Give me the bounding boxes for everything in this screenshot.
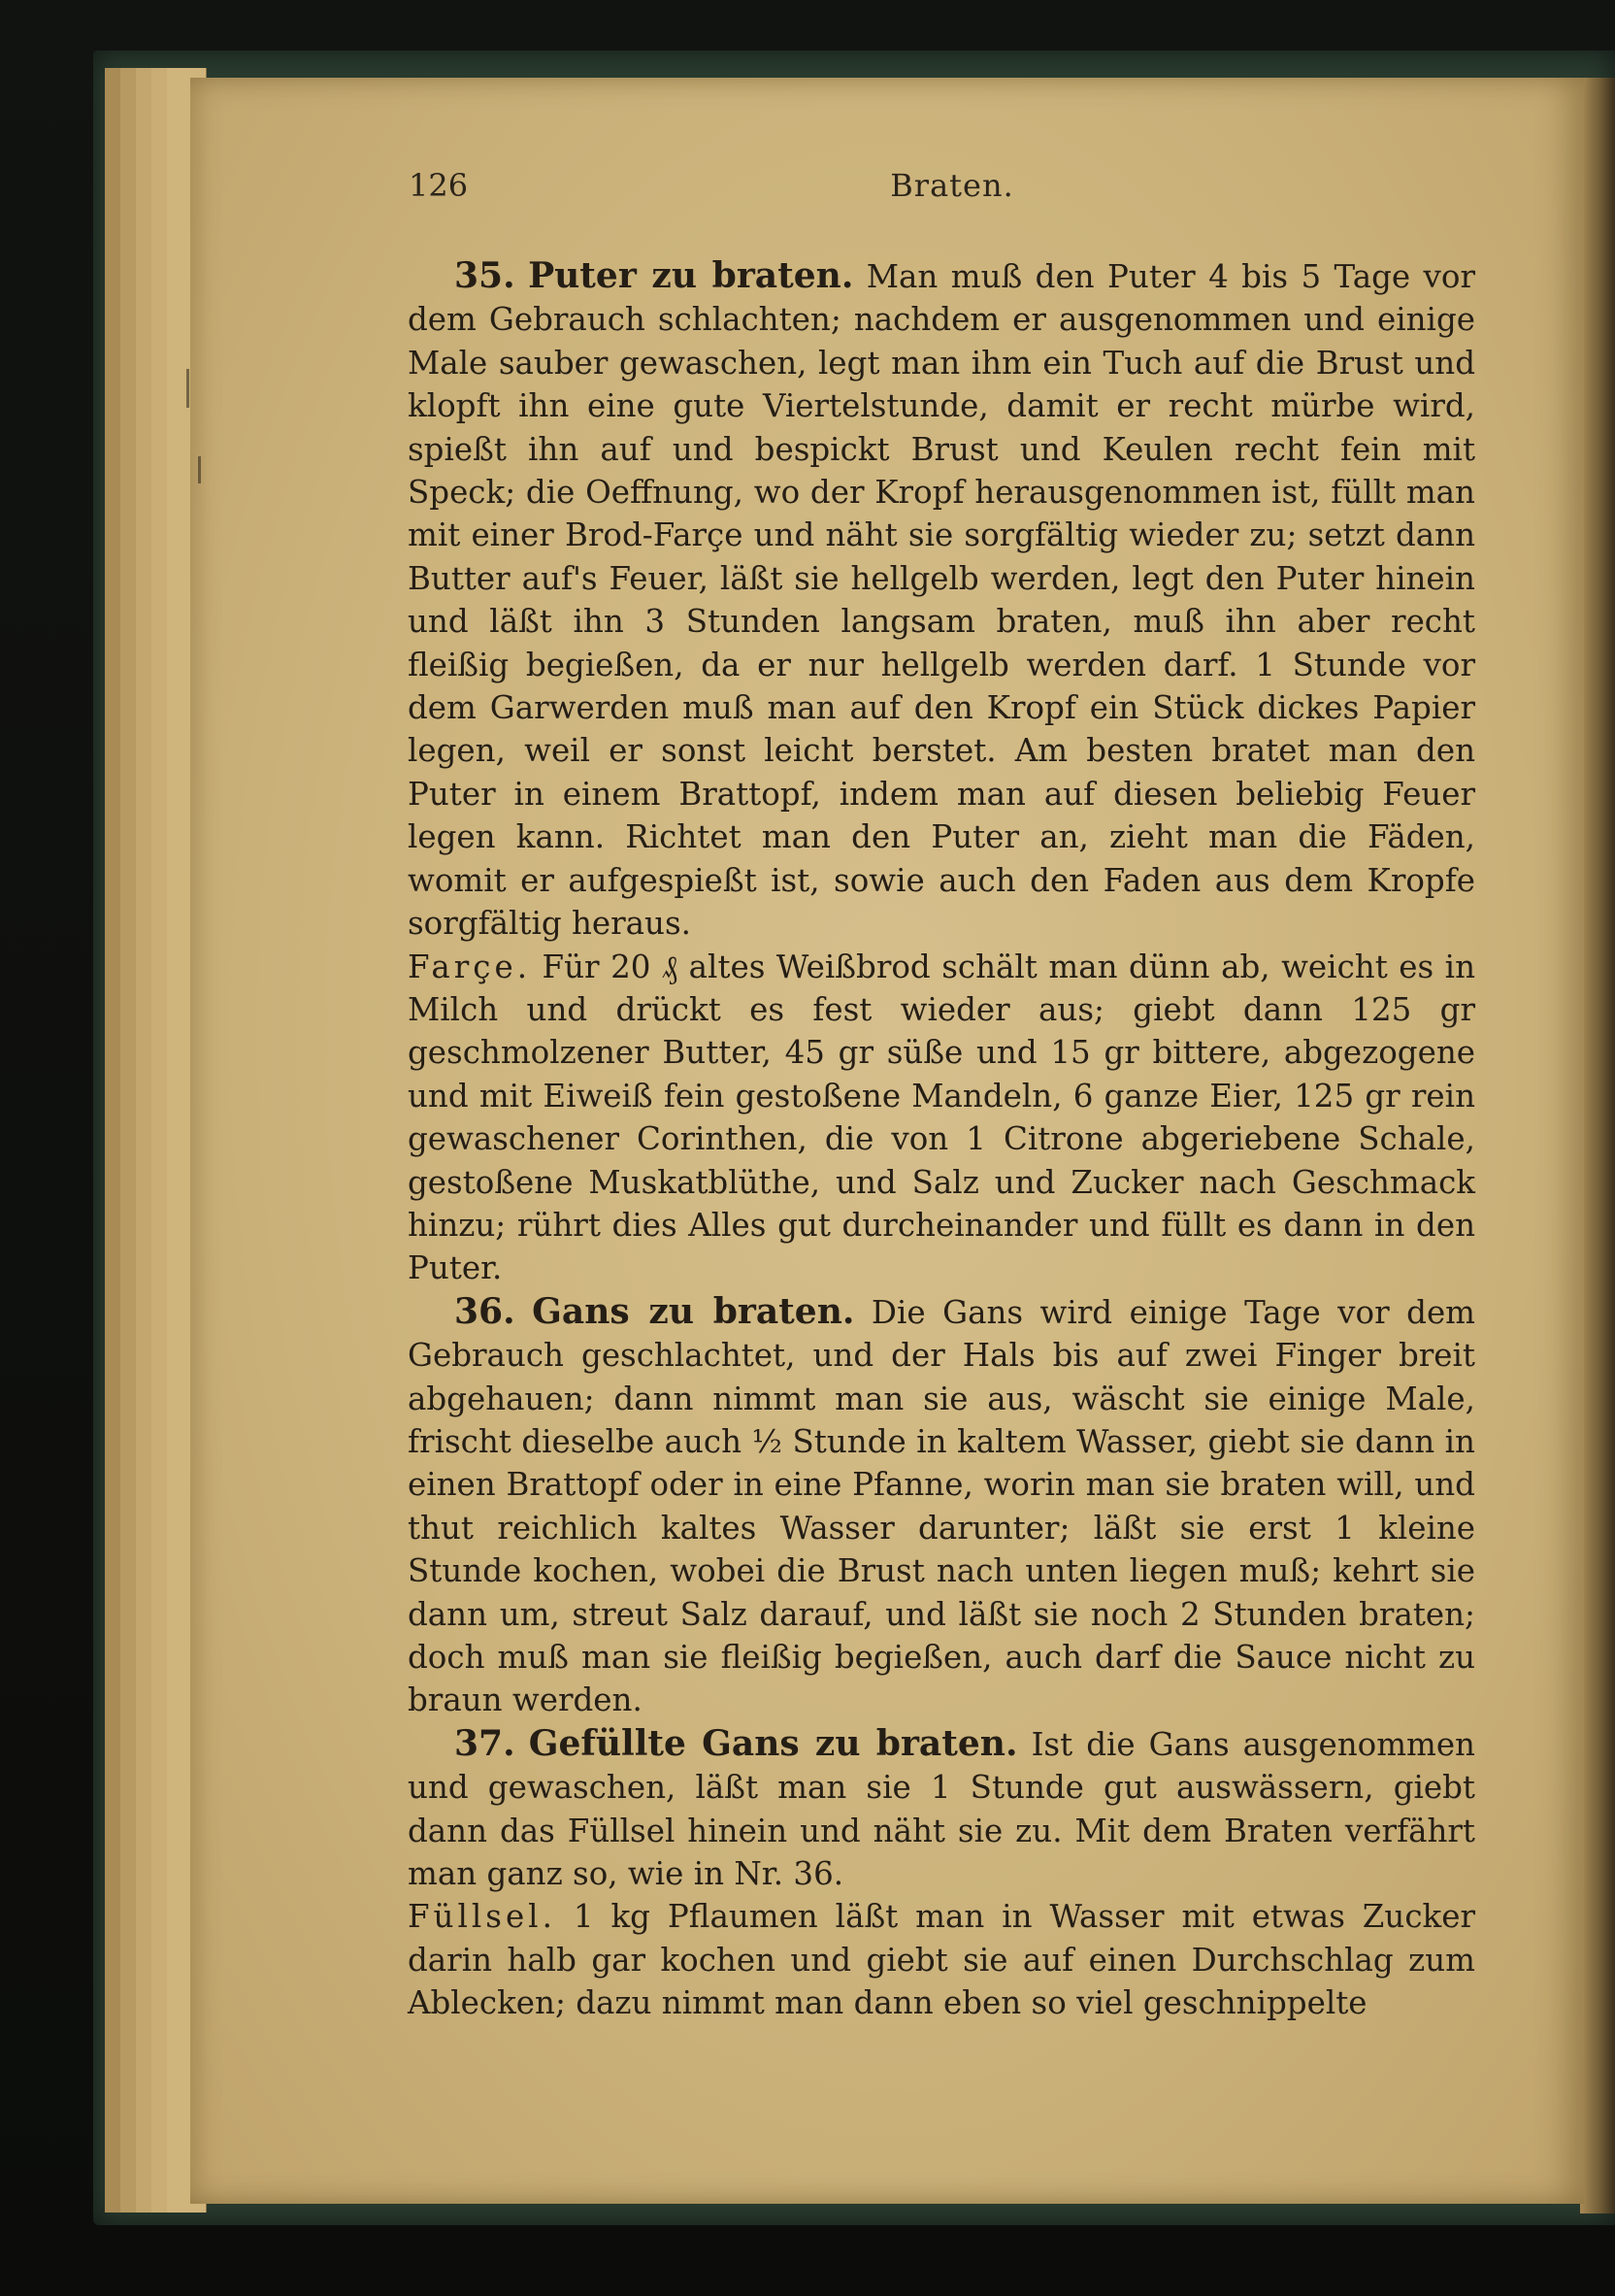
- recipe-36-paragraph: [408, 1290, 1475, 1722]
- recipe-title: Puter zu braten.: [528, 255, 854, 296]
- margin-mark: [198, 456, 201, 483]
- recipe-title: Gans zu braten.: [532, 1290, 855, 1332]
- page-number: 126: [409, 167, 469, 204]
- sub-recipe-body: Für 20 ₰ altes Weißbrod schält man dünn ab, weicht es in Milch und drückt es fest wieder aus; giebt dann 125 gr geschmolzener Butter, 45 gr süße und 15 gr bittere, abgezogene und mit Eiweiß fein gestoßene Mandeln, 6 ganze Eier, 125 gr rein gewaschener Corinthen, die von 1 Citrone abgeriebene Schale, gestoßene Muskatblüthe, und Salz und Zucker nach Geschmack hinzu; rührt dies Alles gut durcheinander und füllt es dann in den Puter.: [408, 948, 1475, 1287]
- running-head: Braten.: [890, 167, 1014, 204]
- recipe-35-sub-paragraph: [408, 946, 1475, 1290]
- recipe-37-paragraph: [408, 1722, 1475, 1896]
- recipe-body: Die Gans wird einige Tage vor dem Gebrauch geschlachtet, und der Hals bis auf zwei Finger breit abgehauen; dann nimmt man sie aus, wäscht sie einige Male, frischt dieselbe auch ½ Stunde in kaltem Wasser, giebt sie dann in einen Brattopf oder in eine Pfanne, worin man sie braten will, und thut reichlich kaltes Wasser darunter; läßt sie erst 1 kleine Stunde kochen, wobei die Brust nach unten liegen muß; kehrt sie dann um, streut Salz darauf, und läßt sie noch 2 Stunden braten; doch muß man sie fleißig begießen, auch darf die Sauce nicht zu braun werden.: [408, 1293, 1475, 1719]
- page-header: [409, 167, 1496, 225]
- recipe-35-paragraph: [408, 254, 1475, 946]
- recipe-number: 37.: [454, 1722, 515, 1764]
- recipe-37-sub-paragraph: [408, 1895, 1475, 2024]
- recipe-number: 35.: [454, 255, 515, 296]
- margin-mark: [186, 369, 189, 408]
- sub-recipe-label: Füllsel.: [408, 1898, 556, 1936]
- sub-recipe-label: Farçe.: [408, 948, 532, 985]
- recipe-number: 36.: [454, 1290, 515, 1332]
- recipe-body: Man muß den Puter 4 bis 5 Tage vor dem Gebrauch schlachten; nachdem er ausgenommen und einige Male sauber gewaschen, legt man ihm ein Tuch auf die Brust und klopft ihn eine gute Viertelstunde, damit er recht mürbe wird, spießt ihn auf und bespickt Brust und Keulen recht fein mit Speck; die Oeffnung, wo der Kropf herausgenommen ist, füllt man mit einer Brod-Farçe und näht sie sorgfältig wieder zu; setzt dann Butter auf's Feuer, läßt sie hellgelb werden, legt den Puter hinein und läßt ihn 3 Stunden langsam braten, muß ihn aber recht fleißig begießen, da er nur hellgelb werden darf. 1 Stunde vor dem Garwerden muß man auf den Kropf ein Stück dickes Papier legen, weil er sonst leicht berstet. Am besten bratet man den Puter in einem Brattopf, indem man auf diesen beliebig Feuer legen kann. Richtet man den Puter an, zieht man die Fäden, womit er aufgespießt ist, sowie auch den Faden aus dem Kropfe sorgfältig heraus.: [408, 258, 1475, 943]
- recipe-body: Ist die Gans ausgenommen und gewaschen, läßt man sie 1 Stunde gut auswässern, giebt dann das Füllsel hinein und näht sie zu. Mit dem Braten verfährt man ganz so, wie in Nr. 36.: [408, 1725, 1475, 1893]
- page-text: [408, 254, 1475, 2025]
- sub-recipe-body: 1 kg Pflaumen läßt man in Wasser mit etwas Zucker darin halb gar kochen und giebt sie auf einen Durchschlag zum Ablecken; dazu nimmt man dann eben so viel geschnippelte: [408, 1898, 1475, 2022]
- next-page-edge: [1580, 78, 1615, 2213]
- recipe-title: Gefüllte Gans zu braten.: [528, 1722, 1018, 1764]
